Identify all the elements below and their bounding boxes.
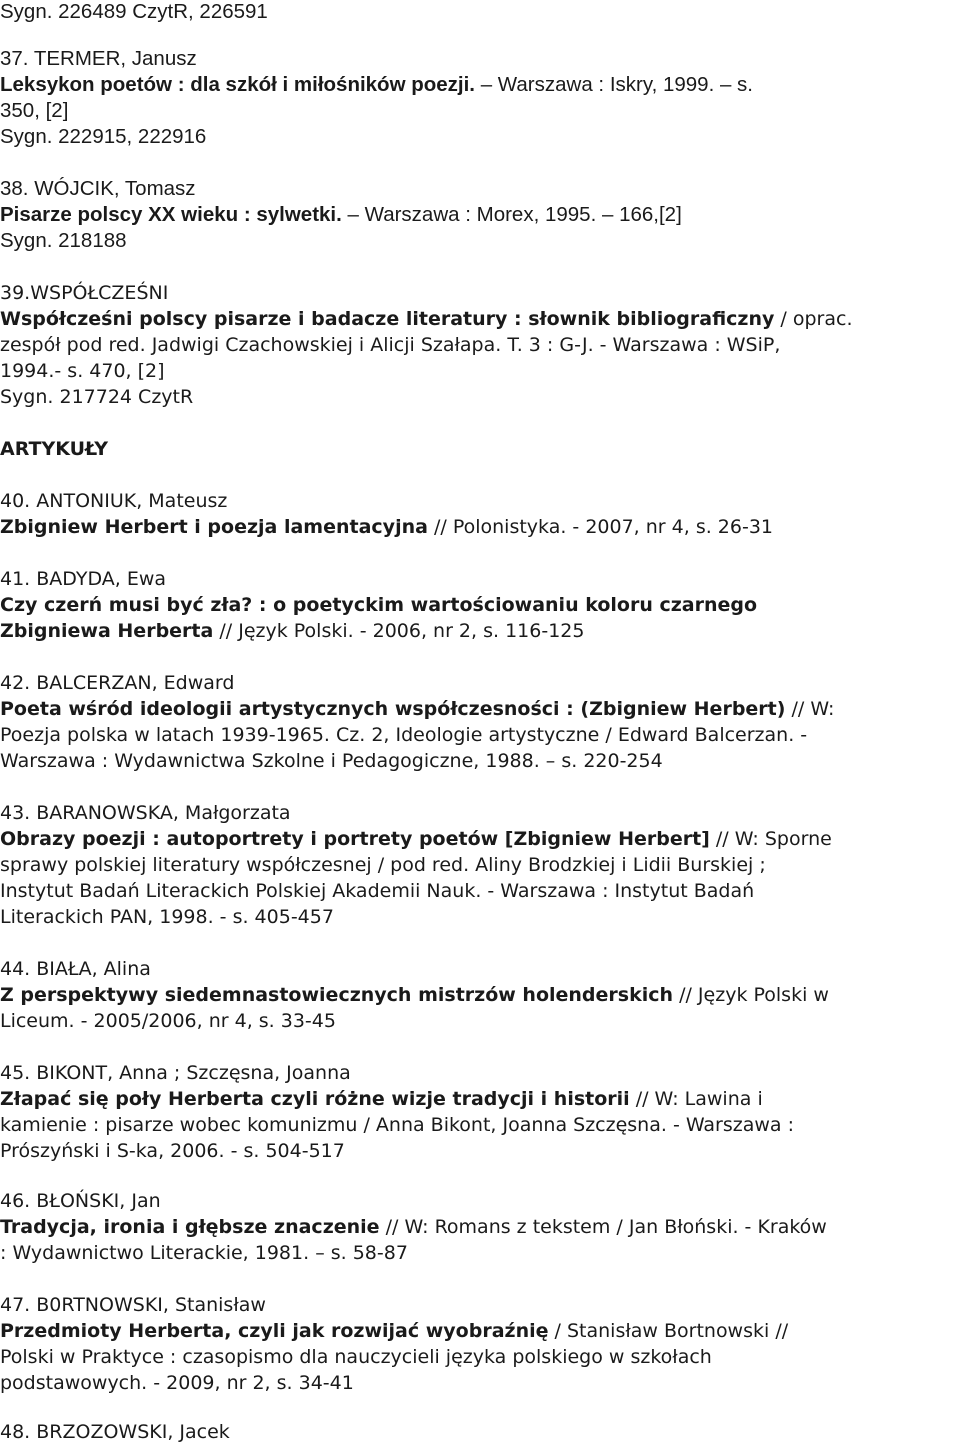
entry-45-title: Złapać się poły Herberta czyli różne wizje tradycji i historii xyxy=(0,1088,630,1110)
entry-46-source: // W: Romans z tekstem / Jan Błoński. - Kraków xyxy=(379,1216,827,1238)
entry-42-source-line-3: Warszawa : Wydawnictwa Szkolne i Pedagogiczne, 1988. – s. 220-254 xyxy=(0,750,663,772)
entry-47-citation xyxy=(0,1318,788,1344)
entry-45-citation xyxy=(0,1086,763,1112)
entry-47-title: Przedmioty Herberta, czyli jak rozwijać wyobraźnię xyxy=(0,1320,549,1342)
entry-41-heading: 41. BADYDA, Ewa xyxy=(0,568,167,590)
entry-37-pages: 350, [2] xyxy=(0,99,69,122)
entry-46-citation xyxy=(0,1214,827,1240)
entry-37-publisher: – Warszawa : Iskry, 1999. – s. xyxy=(475,73,753,96)
entry-43-source-line-4: Literackich PAN, 1998. - s. 405-457 xyxy=(0,906,334,928)
entry-42-source-line-2: Poezja polska w latach 1939-1965. Cz. 2, Ideologie artystyczne / Edward Balcerzan. - xyxy=(0,724,808,746)
entry-46-source-line-2: : Wydawnictwo Literackie, 1981. – s. 58-87 xyxy=(0,1242,408,1264)
entry-44-source-line-2: Liceum. - 2005/2006, nr 4, s. 33-45 xyxy=(0,1010,336,1032)
entry-42-source: // W: xyxy=(785,698,835,720)
entry-45-source: // W: Lawina i xyxy=(629,1088,763,1110)
entry-47-source-line-2: Polski w Praktyce : czasopismo dla nauczycieli języka polskiego w szkołach xyxy=(0,1346,712,1368)
entry-43-title: Obrazy poezji : autoportrety i portrety poetów [Zbigniew Herbert] xyxy=(0,828,710,850)
entry-40-source: // Polonistyka. - 2007, nr 4, s. 26-31 xyxy=(427,516,774,538)
entry-45-heading: 45. BIKONT, Anna ; Szczęsna, Joanna xyxy=(0,1062,351,1084)
entry-47-heading: 47. B0RTNOWSKI, Stanisław xyxy=(0,1294,266,1316)
entry-40-title: Zbigniew Herbert i poezja lamentacyjna xyxy=(0,516,428,538)
entry-43-citation xyxy=(0,826,832,852)
entry-39-signature: Sygn. 217724 CzytR xyxy=(0,386,194,408)
entry-37-citation xyxy=(0,72,753,98)
entry-39-responsibility: / oprac. xyxy=(774,308,853,330)
entry-38-signature: Sygn. 218188 xyxy=(0,229,127,252)
entry-42-citation xyxy=(0,696,834,722)
entry-39-citation xyxy=(0,306,853,332)
entry-40-citation xyxy=(0,514,773,540)
entry-46-heading: 46. BŁOŃSKI, Jan xyxy=(0,1190,161,1212)
entry-38-heading: 38. WÓJCIK, Tomasz xyxy=(0,177,196,200)
section-heading: ARTYKUŁY xyxy=(0,438,109,460)
entry-43-source: // W: Sporne xyxy=(709,828,832,850)
entry-43-source-line-2: sprawy polskiej literatury współczesnej / pod red. Aliny Brodzkiej i Lidii Burskiej ; xyxy=(0,854,766,876)
entry-41-subtitle: : o poetyckim wartościowaniu koloru czarnego xyxy=(252,594,758,616)
entry-38-citation xyxy=(0,202,682,228)
entry-44-heading: 44. BIAŁA, Alina xyxy=(0,958,151,980)
entry-45-source-line-3: Prószyński i S-ka, 2006. - s. 504-517 xyxy=(0,1140,345,1162)
entry-44-title: Z perspektywy siedemnastowiecznych mistrzów holenderskich xyxy=(0,984,674,1006)
entry-37-heading: 37. TERMER, Janusz xyxy=(0,47,197,70)
entry-41-source: // Język Polski. - 2006, nr 2, s. 116-125 xyxy=(213,620,585,642)
entry-37-title: Leksykon poetów : dla szkół i miłośników poezji. xyxy=(0,73,476,96)
entry-38-publisher: – Warszawa : Morex, 1995. – 166,[2] xyxy=(341,203,682,226)
entry-41-title: Czy czerń musi być zła? xyxy=(0,594,253,616)
entry-44-source: // Język Polski w xyxy=(673,984,829,1006)
entry-47-source: / Stanisław Bortnowski // xyxy=(548,1320,789,1342)
entry-43-source-line-3: Instytut Badań Literackich Polskiej Akademii Nauk. - Warszawa : Instytut Badań xyxy=(0,880,755,902)
entry-39-pages: 1994.- s. 470, [2] xyxy=(0,360,165,382)
entry-41-citation xyxy=(0,618,584,644)
entry-47-source-line-3: podstawowych. - 2009, nr 2, s. 34-41 xyxy=(0,1372,354,1394)
entry-38-title: Pisarze polscy XX wieku : sylwetki. xyxy=(0,203,342,226)
entry-41-title-end: Zbigniewa Herberta xyxy=(0,620,214,642)
entry-45-source-line-2: kamienie : pisarze wobec komunizmu / Anna Bikont, Joanna Szczęsna. - Warszawa : xyxy=(0,1114,795,1136)
entry-43-heading: 43. BARANOWSKA, Małgorzata xyxy=(0,802,291,824)
signature-line: Sygn. 226489 CzytR, 226591 xyxy=(0,0,268,23)
entry-40-heading: 40. ANTONIUK, Mateusz xyxy=(0,490,228,512)
entry-42-heading: 42. BALCERZAN, Edward xyxy=(0,672,235,694)
entry-48-heading: 48. BRZOZOWSKI, Jacek xyxy=(0,1421,230,1443)
entry-37-signature: Sygn. 222915, 222916 xyxy=(0,125,207,148)
entry-44-citation xyxy=(0,982,829,1008)
entry-42-title: Poeta wśród ideologii artystycznych współczesności : (Zbigniew Herbert) xyxy=(0,698,786,720)
entry-39-title: Współcześni polscy pisarze i badacze literatury : słownik bibliograficzny xyxy=(0,308,775,330)
entry-39-responsibility-line: zespół pod red. Jadwigi Czachowskiej i Alicji Szałapa. T. 3 : G-J. - Warszawa : WSiP, xyxy=(0,334,781,356)
entry-41-title-line xyxy=(0,592,757,618)
entry-46-title: Tradycja, ironia i głębsze znaczenie xyxy=(0,1216,380,1238)
entry-39-heading: 39.WSPÓŁCZEŚNI xyxy=(0,282,169,304)
